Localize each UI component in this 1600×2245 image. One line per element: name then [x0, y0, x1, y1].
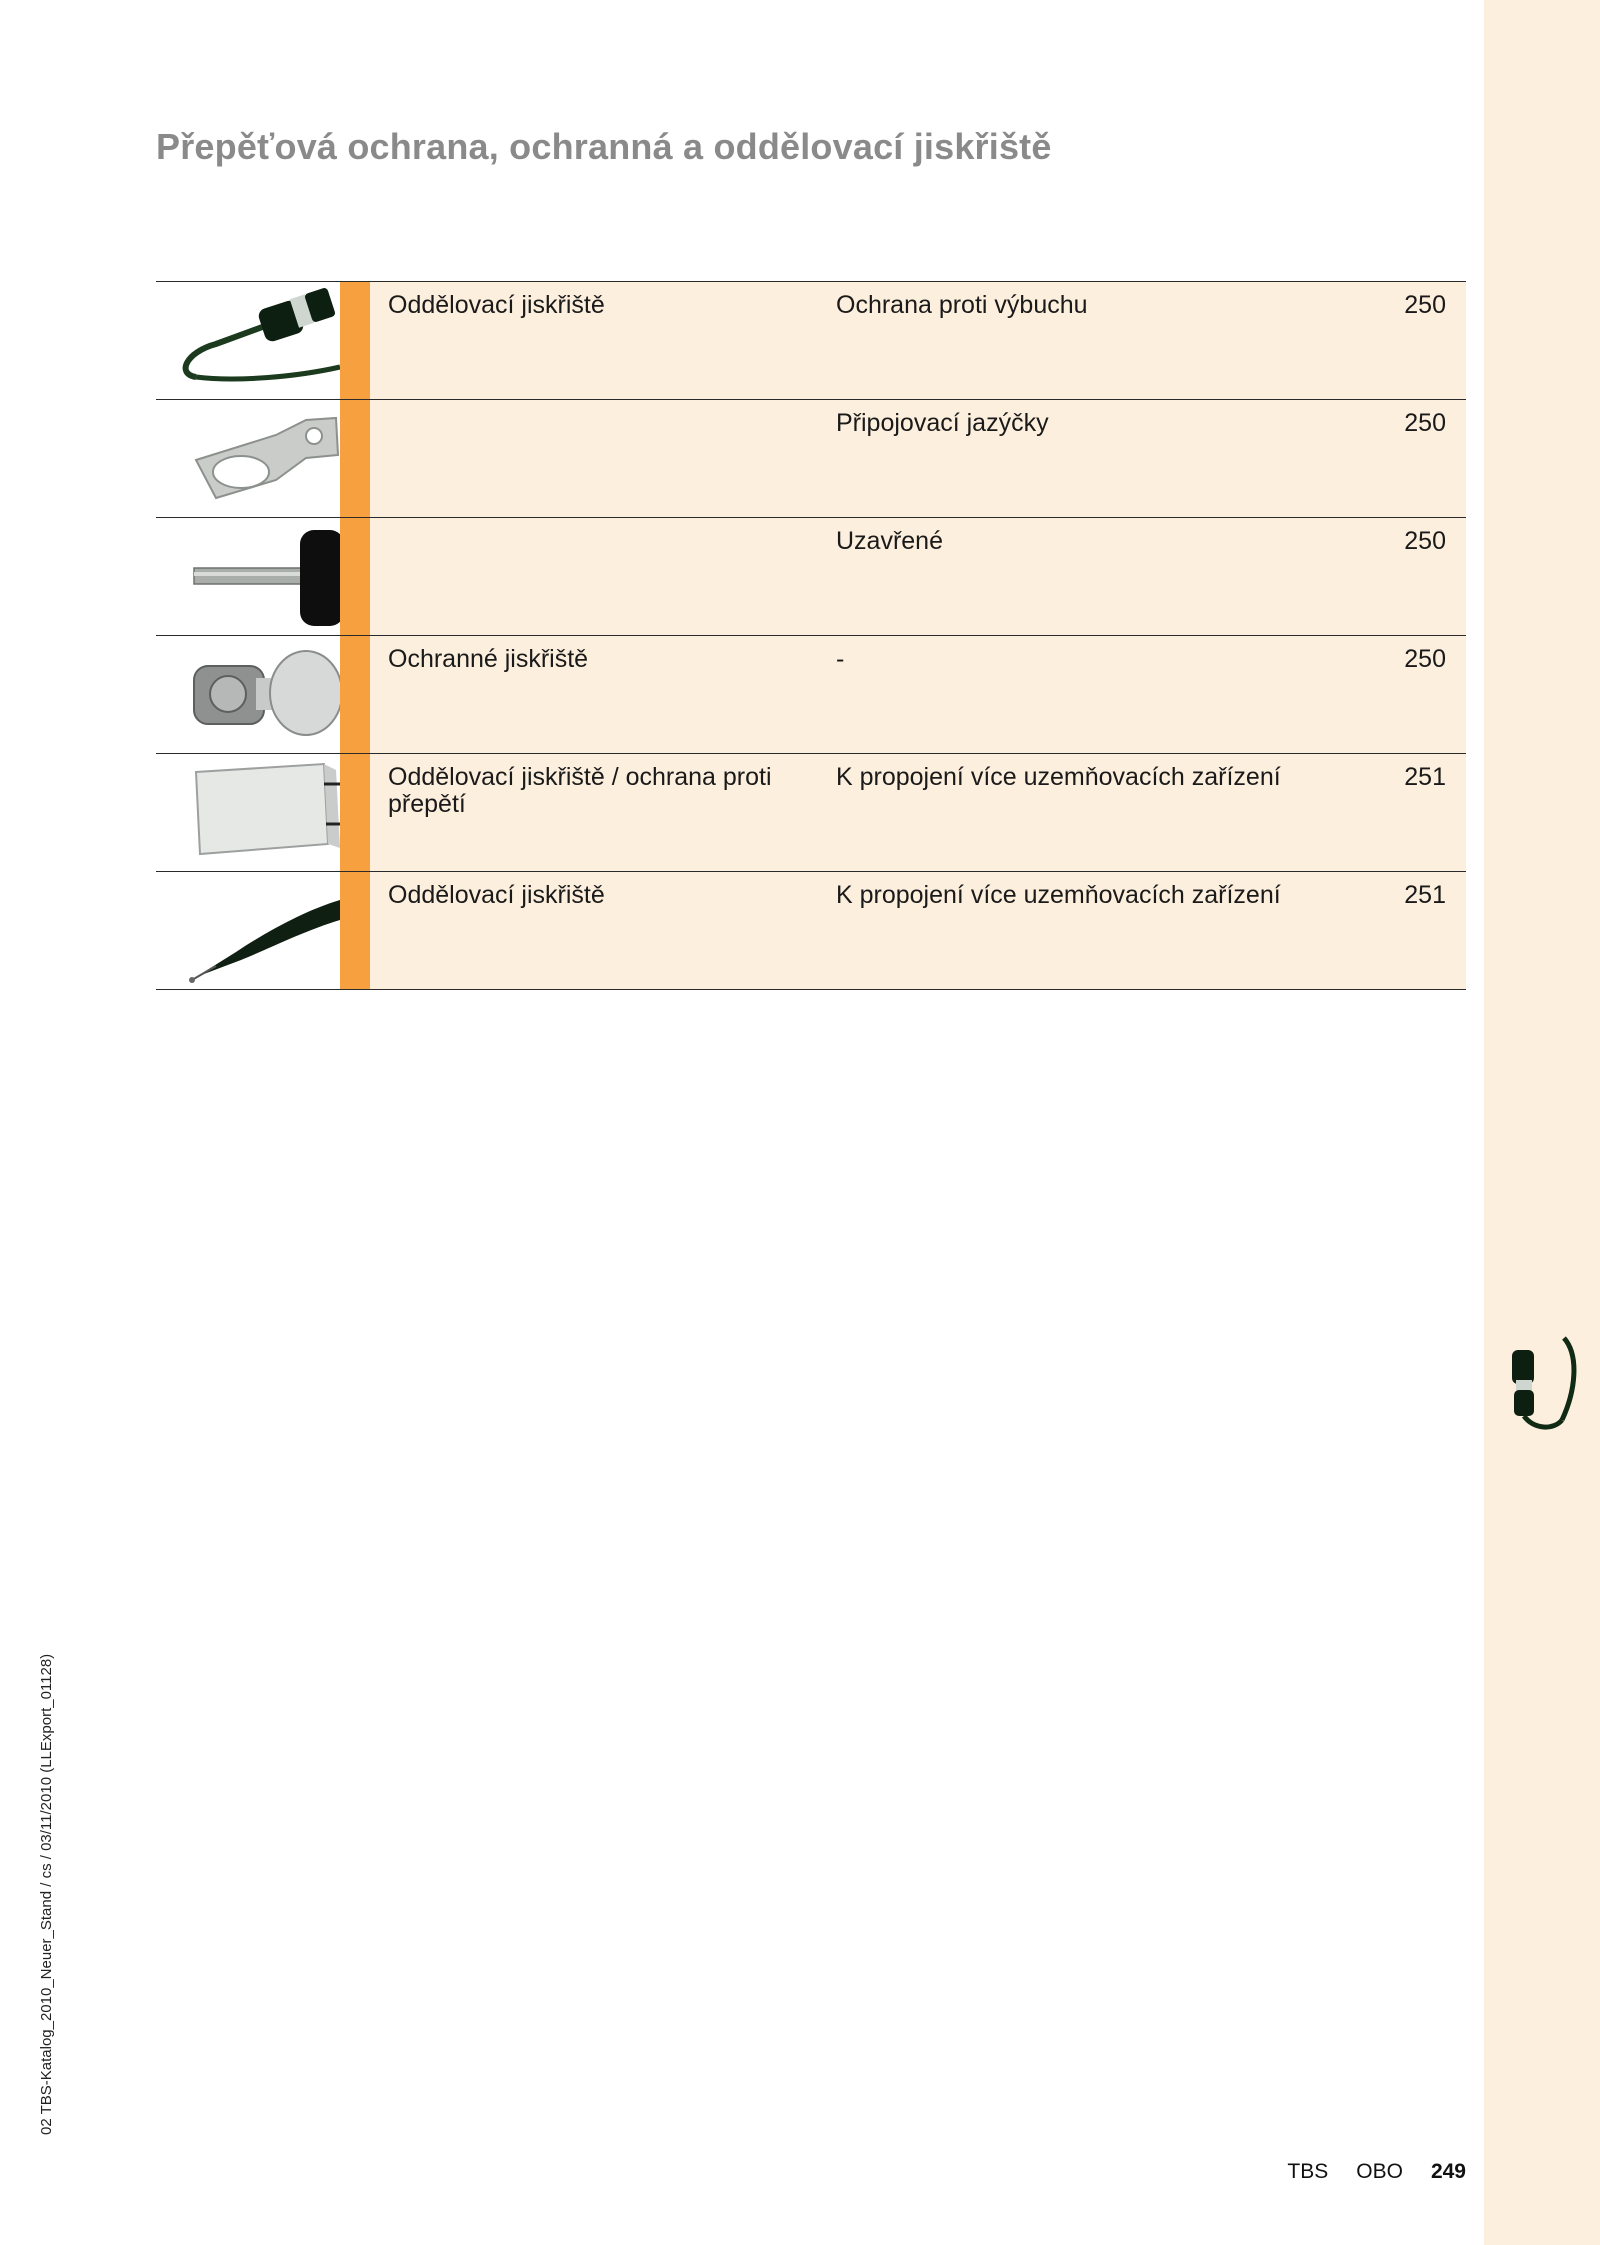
- table-row[interactable]: [156, 518, 1466, 636]
- footer-section: TBS: [1287, 2160, 1329, 2183]
- spark-gap-cable-icon: [156, 282, 340, 399]
- row-accent-bar: [340, 282, 370, 399]
- row-name: Ochranné jiskřiště: [388, 645, 589, 673]
- page-footer: [1287, 2160, 1466, 2184]
- row-description: Ochrana proti výbuchu: [836, 291, 1088, 319]
- table-row[interactable]: [156, 400, 1466, 518]
- connection-lug-icon: [156, 400, 340, 517]
- protective-spark-gap-icon: [156, 636, 340, 753]
- table-row[interactable]: [156, 872, 1466, 990]
- product-table: [156, 281, 1466, 990]
- footer-brand: OBO: [1356, 2160, 1403, 2183]
- row-description: K propojení více uzemňovacích zařízení: [836, 881, 1281, 909]
- row-name: Oddělovací jiskřiště: [388, 291, 605, 319]
- surge-protection-box-icon: [156, 754, 340, 871]
- row-description: -: [836, 645, 845, 673]
- row-accent-bar: [340, 872, 370, 989]
- spark-gap-side-icon: [1504, 1330, 1584, 1440]
- row-name: Oddělovací jiskřiště: [388, 881, 605, 909]
- row-accent-bar: [340, 754, 370, 871]
- page-title: Přepěťová ochrana, ochranná a oddělovací jiskřiště: [156, 126, 1052, 167]
- row-page-link[interactable]: 250: [1404, 291, 1446, 319]
- row-accent-bar: [340, 518, 370, 635]
- table-row[interactable]: [156, 754, 1466, 872]
- row-page-link[interactable]: 250: [1404, 409, 1446, 437]
- row-accent-bar: [340, 636, 370, 753]
- table-row[interactable]: [156, 282, 1466, 400]
- table-row[interactable]: [156, 636, 1466, 754]
- enclosed-spark-gap-icon: [156, 518, 340, 635]
- row-page-link[interactable]: 250: [1404, 645, 1446, 673]
- row-accent-bar: [340, 400, 370, 517]
- row-description: K propojení více uzemňovacích zařízení: [836, 763, 1281, 791]
- document-reference: 02 TBS-Katalog_2010_Neuer_Stand / cs / 03/11/2010 (LLExport_01128): [38, 1653, 55, 2135]
- row-description: Připojovací jazýčky: [836, 409, 1049, 437]
- side-band: [1484, 0, 1600, 2245]
- row-page-link[interactable]: 250: [1404, 527, 1446, 555]
- row-page-link[interactable]: 251: [1404, 763, 1446, 791]
- row-page-link[interactable]: 251: [1404, 881, 1446, 909]
- page-number: 249: [1430, 2160, 1466, 2183]
- row-name: Oddělovací jiskřiště / ochrana proti přepětí: [388, 763, 772, 818]
- spark-gap-probe-icon: [156, 872, 340, 989]
- row-description: Uzavřené: [836, 527, 943, 555]
